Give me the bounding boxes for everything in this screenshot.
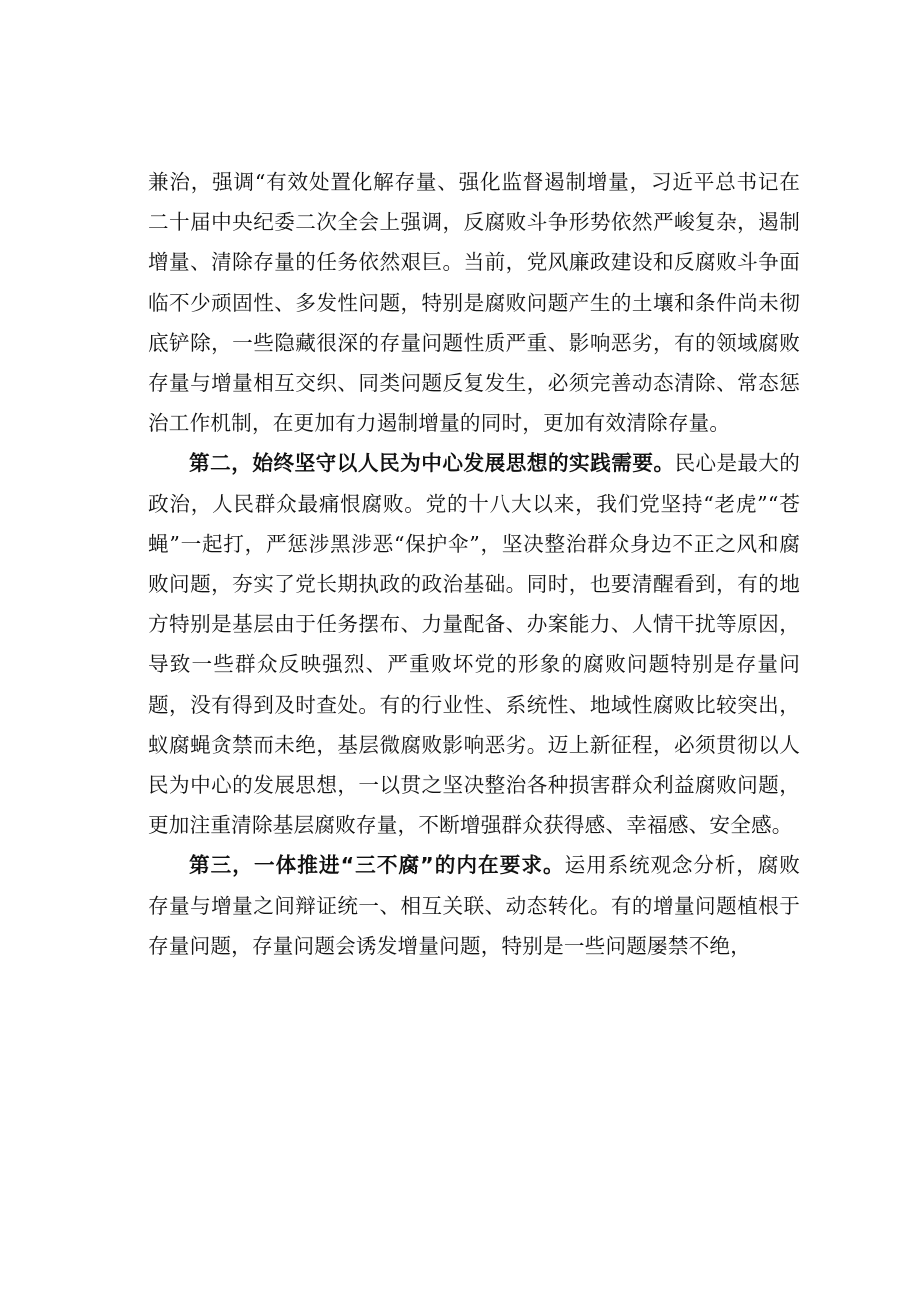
paragraph-heading: 第二，始终坚守以人民为中心发展思想的实践需要。: [189, 451, 675, 476]
paragraph-heading: 第三，一体推进“三不腐”的内在要求。: [189, 853, 565, 878]
paragraph-second: [148, 443, 800, 845]
paragraph-body: 兼治，强调“有效处置化解存量、强化监督遏制增量，习近平总书记在二十届中央纪委二次全会上强调，反腐败斗争形势依然严峻复杂，遏制增量、清除存量的任务依然艰巨。当前，党风廉政建设和反腐败斗争面临不少顽固性、多发性问题，特别是腐败问题产生的土壤和条件尚未彻底铲除，一些隐藏很深的存量问题性质严重、影响恶劣，有的领域腐败存量与增量相互交织、同类问题反复发生，必须完善动态清除、常态惩治工作机制，在更加有力遏制增量的同时，更加有效清除存量。: [148, 170, 800, 436]
document-body: [148, 162, 800, 966]
paragraph-continued: [148, 162, 800, 443]
paragraph-body: 民心是最大的政治，人民群众最痛恨腐败。党的十八大以来，我们党坚持“老虎”“苍蝇”一起打，严惩涉黑涉恶“保护伞”，坚决整治群众身边不正之风和腐败问题，夯实了党长期执政的政治基础。同时，也要清醒看到，有的地方特别是基层由于任务摆布、力量配备、办案能力、人情干扰等原因，导致一些群众反映强烈、严重败坏党的形象的腐败问题特别是存量问题，没有得到及时查处。有的行业性、系统性、地域性腐败比较突出，蚁腐蝇贪禁而未绝，基层微腐败影响恶劣。迈上新征程，必须贯彻以人民为中心的发展思想，一以贯之坚决整治各种损害群众利益腐败问题，更加注重清除基层腐败存量，不断增强群众获得感、幸福感、安全感。: [148, 451, 801, 838]
paragraph-third: [148, 845, 800, 966]
paragraph-body: 运用系统观念分析，腐败存量与增量之间辩证统一、相互关联、动态转化。有的增量问题植根于存量问题，存量问题会诱发增量问题，特别是一些问题屡禁不绝，: [148, 853, 800, 958]
